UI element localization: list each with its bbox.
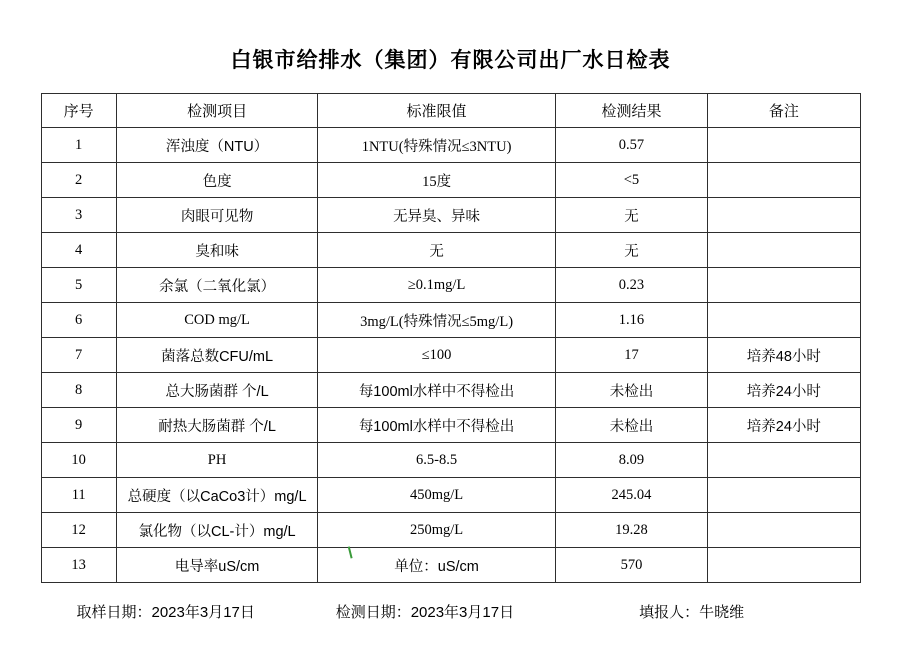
cell-limit: 每100ml水样中不得检出 [318, 373, 556, 408]
cell-remark [708, 443, 860, 478]
cell-limit: 1NTU(特殊情况≤3NTU) [318, 128, 556, 163]
table-header [41, 94, 860, 128]
column-header-limit: 标准限值 [318, 94, 556, 128]
cell-item: 菌落总数CFU/mL [116, 338, 317, 373]
cell-remark: 培养24小时 [708, 408, 860, 443]
cell-result: 570 [555, 548, 707, 583]
cell-item: 总硬度（以CaCo3计）mg/L [116, 478, 317, 513]
cell-result: 8.09 [555, 443, 707, 478]
page-title: 白银市给排水（集团）有限公司出厂水日检表 [230, 49, 671, 72]
table-body [41, 128, 860, 583]
cell-limit: 单位：uS/cm [318, 548, 556, 583]
test-date: 检测日期：2023年3月17日 [335, 604, 515, 621]
cell-remark [708, 233, 860, 268]
table-row [41, 373, 860, 408]
table-row [41, 128, 860, 163]
cell-remark [708, 548, 860, 583]
cell-item: 肉眼可见物 [116, 198, 317, 233]
cell-limit: 无异臭、异味 [318, 198, 556, 233]
table-row [41, 198, 860, 233]
cell-result: 19.28 [555, 513, 707, 548]
cell-result: 未检出 [555, 408, 707, 443]
reporter: 填报人：牛晓维 [639, 604, 745, 621]
cell-result: 无 [555, 233, 707, 268]
column-header-remark: 备注 [708, 94, 860, 128]
table-row [41, 233, 860, 268]
cell-item: 色度 [116, 163, 317, 198]
cell-limit: 250mg/L [318, 513, 556, 548]
cell-item: 总大肠菌群 个/L [116, 373, 317, 408]
cell-result: 1.16 [555, 303, 707, 338]
cell-seq: 7 [41, 338, 116, 373]
cell-remark [708, 128, 860, 163]
table-row [41, 478, 860, 513]
cell-item: 氯化物（以CL-计）mg/L [116, 513, 317, 548]
cell-item: 浑浊度（NTU） [116, 128, 317, 163]
cell-seq: 13 [41, 548, 116, 583]
cell-item: 臭和味 [116, 233, 317, 268]
cell-limit: 3mg/L(特殊情况≤5mg/L) [318, 303, 556, 338]
cell-limit: ≤100 [318, 338, 556, 373]
cell-remark [708, 268, 860, 303]
cell-result: <5 [555, 163, 707, 198]
cell-remark [708, 478, 860, 513]
cell-result: 17 [555, 338, 707, 373]
column-header-seq: 序号 [41, 94, 116, 128]
cell-remark [708, 198, 860, 233]
cell-seq: 4 [41, 233, 116, 268]
table-row [41, 443, 860, 478]
cell-item: PH [116, 443, 317, 478]
cell-limit: 15度 [318, 163, 556, 198]
cell-remark [708, 303, 860, 338]
cell-remark [708, 163, 860, 198]
table-header-row [41, 94, 860, 128]
table-row [41, 163, 860, 198]
cell-seq: 2 [41, 163, 116, 198]
water-quality-table [41, 93, 861, 583]
column-header-item: 检测项目 [116, 94, 317, 128]
cell-limit: 每100ml水样中不得检出 [318, 408, 556, 443]
cell-seq: 3 [41, 198, 116, 233]
cell-item: COD mg/L [116, 303, 317, 338]
cell-seq: 11 [41, 478, 116, 513]
cell-seq: 9 [41, 408, 116, 443]
cell-seq: 1 [41, 128, 116, 163]
cell-limit: 450mg/L [318, 478, 556, 513]
table-row [41, 303, 860, 338]
cell-item: 电导率uS/cm [116, 548, 317, 583]
cell-seq: 10 [41, 443, 116, 478]
cell-remark [708, 513, 860, 548]
cell-seq: 5 [41, 268, 116, 303]
sampling-date: 取样日期：2023年3月17日 [76, 604, 255, 621]
cell-remark: 培养48小时 [708, 338, 860, 373]
cell-limit: 6.5-8.5 [318, 443, 556, 478]
table-row [41, 408, 860, 443]
cell-seq: 8 [41, 373, 116, 408]
table-row [41, 548, 860, 583]
cell-limit: 无 [318, 233, 556, 268]
report-table-container [41, 93, 861, 583]
cell-item: 耐热大肠菌群 个/L [116, 408, 317, 443]
table-row [41, 338, 860, 373]
cell-result: 无 [555, 198, 707, 233]
cell-limit: ≥0.1mg/L [318, 268, 556, 303]
column-header-result: 检测结果 [555, 94, 707, 128]
cell-seq: 6 [41, 303, 116, 338]
cell-result: 245.04 [555, 478, 707, 513]
cell-result: 0.57 [555, 128, 707, 163]
cell-seq: 12 [41, 513, 116, 548]
cell-remark: 培养24小时 [708, 373, 860, 408]
table-row [41, 268, 860, 303]
table-row [41, 513, 860, 548]
footer-row [41, 601, 861, 622]
cell-result: 未检出 [555, 373, 707, 408]
cell-item: 余氯（二氧化氯） [116, 268, 317, 303]
cell-result: 0.23 [555, 268, 707, 303]
